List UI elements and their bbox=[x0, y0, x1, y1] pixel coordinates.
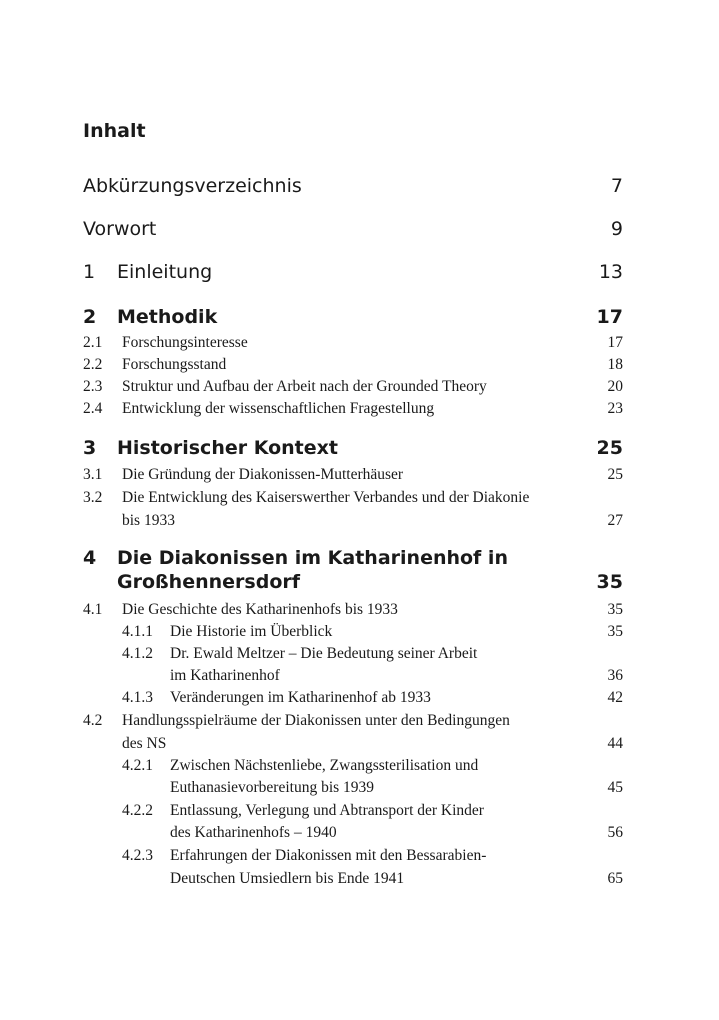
section-title: Forschungsstand bbox=[122, 356, 227, 373]
page-number: 56 bbox=[607, 824, 623, 841]
chapter-title: Die Diakonissen im Katharinenhof in bbox=[117, 547, 508, 569]
page-number: 25 bbox=[607, 466, 623, 483]
section-number: 2.1 bbox=[83, 334, 103, 351]
page-number: 44 bbox=[607, 735, 623, 752]
subsection-title: Entlassung, Verlegung und Abtransport der Kinder bbox=[170, 802, 484, 819]
subsection-title: Zwischen Nächstenliebe, Zwangssterilisation und bbox=[170, 757, 479, 774]
section-title-continued: bis 1933 bbox=[122, 512, 175, 529]
subsection-title: Erfahrungen der Diakonissen mit den Bessarabien- bbox=[170, 847, 487, 864]
page-number: 42 bbox=[607, 689, 623, 706]
subsection-number: 4.2.3 bbox=[122, 847, 153, 864]
page-number: 23 bbox=[607, 400, 623, 417]
page-title: Inhalt bbox=[83, 120, 146, 142]
page-number: 17 bbox=[607, 334, 623, 351]
subsection-number: 4.2.1 bbox=[122, 757, 153, 774]
subsection-title-continued: im Katharinenhof bbox=[170, 667, 280, 684]
page-number: 45 bbox=[607, 779, 623, 796]
chapter-title: Historischer Kontext bbox=[117, 437, 338, 459]
page-number: 17 bbox=[596, 306, 623, 328]
page-number: 9 bbox=[610, 218, 623, 240]
section-title: Struktur und Aufbau der Arbeit nach der Grounded Theory bbox=[122, 378, 487, 395]
chapter-number: 1 bbox=[83, 261, 96, 283]
section-number: 2.4 bbox=[83, 400, 103, 417]
section-number: 4.2 bbox=[83, 712, 103, 729]
chapter-number: 3 bbox=[83, 437, 97, 459]
page-number: 65 bbox=[607, 870, 623, 887]
toc-entry-abbreviations: Abkürzungsverzeichnis bbox=[83, 175, 302, 197]
section-title: Die Entwicklung des Kaiserswerther Verbandes und der Diakonie bbox=[122, 489, 530, 506]
subsection-number: 4.1.2 bbox=[122, 645, 153, 662]
chapter-number: 4 bbox=[83, 547, 97, 569]
chapter-title: Einleitung bbox=[117, 261, 213, 283]
section-number: 3.1 bbox=[83, 466, 103, 483]
subsection-title: Die Historie im Überblick bbox=[170, 623, 333, 640]
page-number: 7 bbox=[610, 175, 623, 197]
subsection-number: 4.1.1 bbox=[122, 623, 153, 640]
section-title: Entwicklung der wissenschaftlichen Fragestellung bbox=[122, 400, 435, 417]
subsection-title: Veränderungen im Katharinenhof ab 1933 bbox=[170, 689, 431, 706]
section-number: 2.3 bbox=[83, 378, 103, 395]
section-title: Die Gründung der Diakonissen-Mutterhäuser bbox=[122, 466, 404, 483]
page-number: 36 bbox=[607, 667, 623, 684]
page-number: 27 bbox=[607, 512, 623, 529]
page-number: 35 bbox=[607, 601, 623, 618]
page-number: 20 bbox=[607, 378, 623, 395]
subsection-title-continued: Deutschen Umsiedlern bis Ende 1941 bbox=[170, 870, 405, 887]
subsection-number: 4.1.3 bbox=[122, 689, 153, 706]
chapter-number: 2 bbox=[83, 306, 97, 328]
toc-entry-foreword: Vorwort bbox=[83, 218, 157, 240]
section-number: 3.2 bbox=[83, 489, 103, 506]
page-number: 35 bbox=[607, 623, 623, 640]
subsection-title: Dr. Ewald Meltzer – Die Bedeutung seiner Arbeit bbox=[170, 645, 478, 662]
section-title: Die Geschichte des Katharinenhofs bis 1933 bbox=[122, 601, 398, 618]
section-number: 2.2 bbox=[83, 356, 103, 373]
subsection-title-continued: des Katharinenhofs – 1940 bbox=[170, 824, 337, 841]
section-title: Handlungsspielräume der Diakonissen unter den Bedingungen bbox=[122, 712, 510, 729]
page-number: 35 bbox=[596, 571, 623, 593]
chapter-title: Methodik bbox=[117, 306, 218, 328]
page-number: 25 bbox=[596, 437, 623, 459]
subsection-number: 4.2.2 bbox=[122, 802, 153, 819]
page-number: 13 bbox=[598, 261, 623, 283]
section-number: 4.1 bbox=[83, 601, 103, 618]
subsection-title-continued: Euthanasievorbereitung bis 1939 bbox=[170, 779, 375, 796]
chapter-title-continued: Großhennersdorf bbox=[117, 571, 301, 593]
page-number: 18 bbox=[607, 356, 623, 373]
section-title-continued: des NS bbox=[122, 735, 167, 752]
section-title: Forschungsinteresse bbox=[122, 334, 248, 351]
